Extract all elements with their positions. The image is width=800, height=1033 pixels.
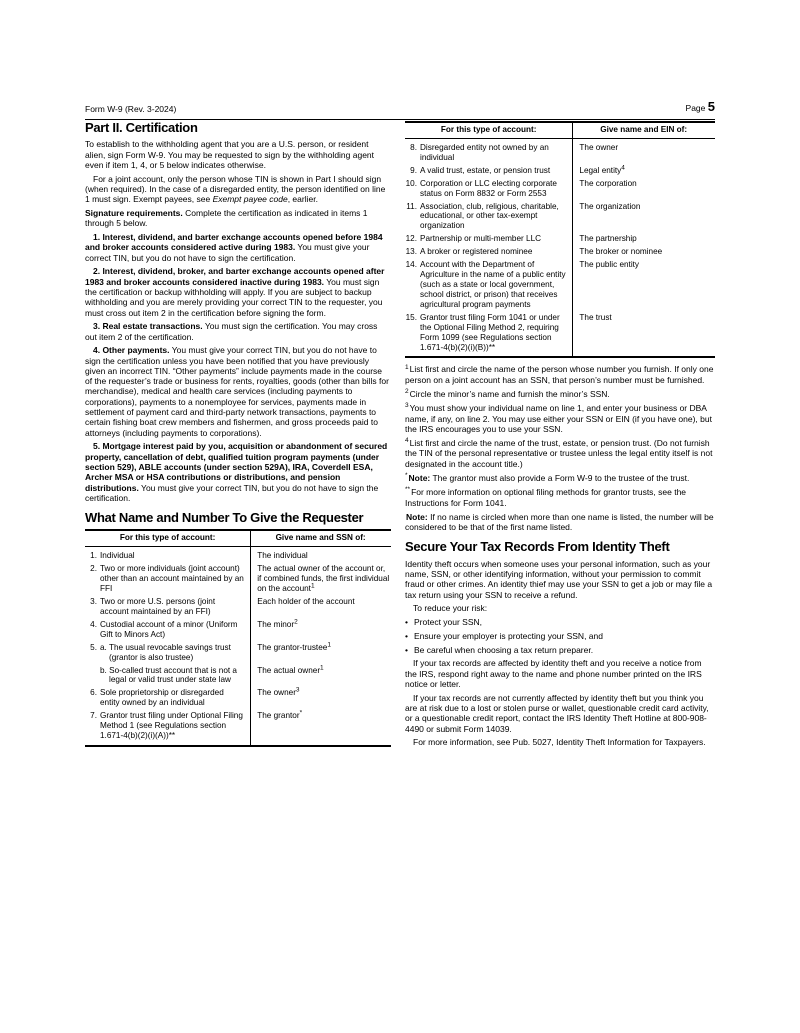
table-row: 3. Two or more U.S. persons (joint account maintained by an FFI) Each holder of the account xyxy=(90,596,355,616)
cert-item-3: 3. Real estate transactions. You must sign the certification. You may cross out item 2 of the certification. xyxy=(85,321,378,342)
table-row: 12. Partnership or multi-member LLC The partnership xyxy=(405,234,637,244)
table-divider xyxy=(250,531,251,745)
table-row: b. So-called trust account that is not a legal or valid trust under state law The actual owner$^1$ xyxy=(100,663,324,685)
requester-table xyxy=(85,529,391,747)
ein-table-header xyxy=(405,123,715,139)
table-row: 1. Individual The individual xyxy=(90,551,308,561)
requester-table-body xyxy=(85,547,391,745)
table-row: 11. Association, club, religious, charitable, educational, or other tax-exempt organization The organization xyxy=(406,201,641,231)
footnote-3: $^3$You must show your individual name on line 1, and enter your business or DBA name, if any, on line 2. You may use either your SSN or EIN (if you have one), but the IRS encourages you to use your SSN. xyxy=(405,402,712,434)
cert-item-2: 2. Interest, dividend, broker, and barter exchange accounts opened after 1983 and broker accounts considered inactive during 1983. You must sign the certification or backup withholding will apply. If you are subject to backup withholding and you are merely providing your correct TIN to the requester, you must cross out item 2 in the certification before signing the form. xyxy=(85,266,385,318)
table-row: 8. Disregarded entity not owned by an individual The owner xyxy=(410,142,619,162)
page-word: Page xyxy=(685,103,706,113)
cert-item-1: 1. Interest, dividend, and barter exchange accounts opened before 1984 and broker accounts considered active during 1983. You must give your correct TIN, but you do not have to sign the certification. xyxy=(85,232,383,263)
part2-title: Part II. Certification xyxy=(85,120,198,135)
ein-table xyxy=(405,121,715,358)
footnote-1: $^1$List first and circle the name of the person whose number you furnish. If only one person on a joint account has an SSN, that person’s number must be furnished. xyxy=(405,363,714,385)
table-row: 4. Custodial account of a minor (Uniform Gift to Minors Act) The minor$^2$ xyxy=(90,618,298,639)
col-account-header: For this type of account: xyxy=(119,533,216,543)
identity-theft-title: Secure Your Tax Records From Identity Theft xyxy=(405,539,670,555)
col-ein-header: Give name and EIN of: xyxy=(600,125,688,134)
page-indicator xyxy=(686,99,715,115)
cert-item-4: 4. Other payments. You must give your correct TIN, but you do not have to sign the certification unless you have been notified that you have previously given an incorrect TIN. “Other payments” include payments made in the course of the requester’s trade or business for rents, royalties, goods (other than bills for merchandise), medical and health care services (including payments to corporations), payments to a nonemployee for services, payments made in settlement of payment card and third-party network transactions, payments to certain fishing boat crew members and fishermen, and gross proceeds paid to attorneys (including payments to corporations). xyxy=(85,345,389,438)
page-header xyxy=(85,99,715,120)
signature-requirements: Signature requirements. Complete the certification as indicated in items 1 through 5 below. xyxy=(85,207,368,229)
left-column xyxy=(85,121,391,753)
requester-table-header xyxy=(85,531,391,547)
footnote-double-star: **For more information on optional filing methods for grantor trusts, see the Instructions for Form 1041. xyxy=(405,486,687,508)
part2-paragraph-2: For a joint account, only the person whose TIN is shown in Part I should sign (when required). In the case of a disregarded entity, the person identified on line 1 must sign. Exempt payees, see Exempt payee code, earlier. xyxy=(85,173,386,205)
col-account-header: For this type of account: xyxy=(440,125,537,134)
table-row: 14. Account with the Department of Agriculture in the name of a public entity (such as a state or local government, school district, or prison) that receives agricultural program payments The public entity xyxy=(405,260,640,309)
right-column xyxy=(405,121,715,751)
ein-table-body xyxy=(405,139,715,357)
footnote-4: $^4$List first and circle the name of the trust, estate, or pension trust. (Do not furnish the TIN of the personal representative or trustee unless the legal entity itself is not designated in the account title.) xyxy=(405,437,713,469)
form-id-label: Form W-9 (Rev. 3-2024) xyxy=(85,104,177,115)
table-row: 7. Grantor trust filing under Optional Filing Method 1 (see Regulations section 1.671-4(b)(2)(i)(A))** The grantor* xyxy=(90,709,303,741)
table-divider xyxy=(572,123,573,356)
cert-item-5: 5. Mortgage interest paid by you, acquisition or abandonment of secured property, cancellation of debt, qualified tuition program payments (under section 529), ABLE accounts (under section 529A), IRA, Coverdell ESA, Archer MSA or HSA contributions or distributions, and pension distributions. You must give your correct TIN, but you do not have to sign the certification. xyxy=(85,441,388,503)
footnote-2: $^2$Circle the minor’s name and furnish the minor’s SSN. xyxy=(405,388,610,399)
table-row: 5. a. The usual revocable savings trust (grantor is also trustee) The grantor-trustee$^1$ xyxy=(90,640,331,662)
identity-paragraph-2: To reduce your risk: xyxy=(413,603,488,614)
table-row: 10. Corporation or LLC electing corporate status on Form 8832 or Form 2553 The corporation xyxy=(405,178,637,198)
table-row: 9. A valid trust, estate, or pension trust Legal entity$^4$ xyxy=(410,164,625,175)
table-row: 6. Sole proprietorship or disregarded entity owned by an individual The owner$^3$ xyxy=(90,686,300,708)
table-row: 2. Two or more individuals (joint account) other than an account maintained by an FFI The actual owner of the account or, if combined funds, the first individual on the account$^1$ xyxy=(90,564,390,594)
identity-bullet-3: • Be careful when choosing a tax return preparer. xyxy=(405,645,715,655)
identity-bullet-2: • Ensure your employer is protecting your SSN, and xyxy=(405,631,715,641)
col-ssn-header: Give name and SSN of: xyxy=(275,533,366,543)
page-number: 5 xyxy=(707,99,715,114)
identity-paragraph-4: If your tax records are not currently affected by identity theft but you think you are at risk due to a lost or stolen purse or wallet, questionable credit card activity, or a questionable credit report, contact the IRS Identity Theft Hotline at 800-908-4490 or submit Form 14039. xyxy=(405,692,709,734)
identity-paragraph-3: If your tax records are affected by identity theft and you receive a notice from the IRS, respond right away to the name and phone number printed on the IRS notice or letter. xyxy=(405,658,702,689)
table-row: 13. A broker or registered nominee The broker or nominee xyxy=(405,247,663,257)
identity-bullet-1: • Protect your SSN, xyxy=(405,617,715,627)
footnote-note: Note: If no name is circled when more than one name is listed, the number will be considered to be that of the first name listed. xyxy=(405,511,714,533)
identity-paragraph-1: Identity theft occurs when someone uses your personal information, such as your name, SSN, or other identifying information, without your permission to commit fraud or other crimes. An identity thief may use your SSN to get a job or may file a tax return using your SSN to receive a refund. xyxy=(405,558,713,600)
requester-table-title: What Name and Number To Give the Requester xyxy=(85,510,364,526)
footnote-star: *Note: The grantor must also provide a Form W-9 to the trustee of the trust. xyxy=(405,472,690,483)
part2-paragraph-1: To establish to the withholding agent that you are a U.S. person, or resident alien, sign Form W-9. You may be requested to sign by the withholding agent even if item 1, 4, or 5 below indicates otherwise. xyxy=(85,139,375,170)
identity-paragraph-5: For more information, see Pub. 5027, Identity Theft Information for Taxpayers. xyxy=(413,737,706,748)
table-row: 15. Grantor trust filing Form 1041 or under the Optional Filing Method 2, requiring Form 1099 (see Regulations section 1.671-4(b)(2)(i)(B))** The trust xyxy=(405,312,612,352)
